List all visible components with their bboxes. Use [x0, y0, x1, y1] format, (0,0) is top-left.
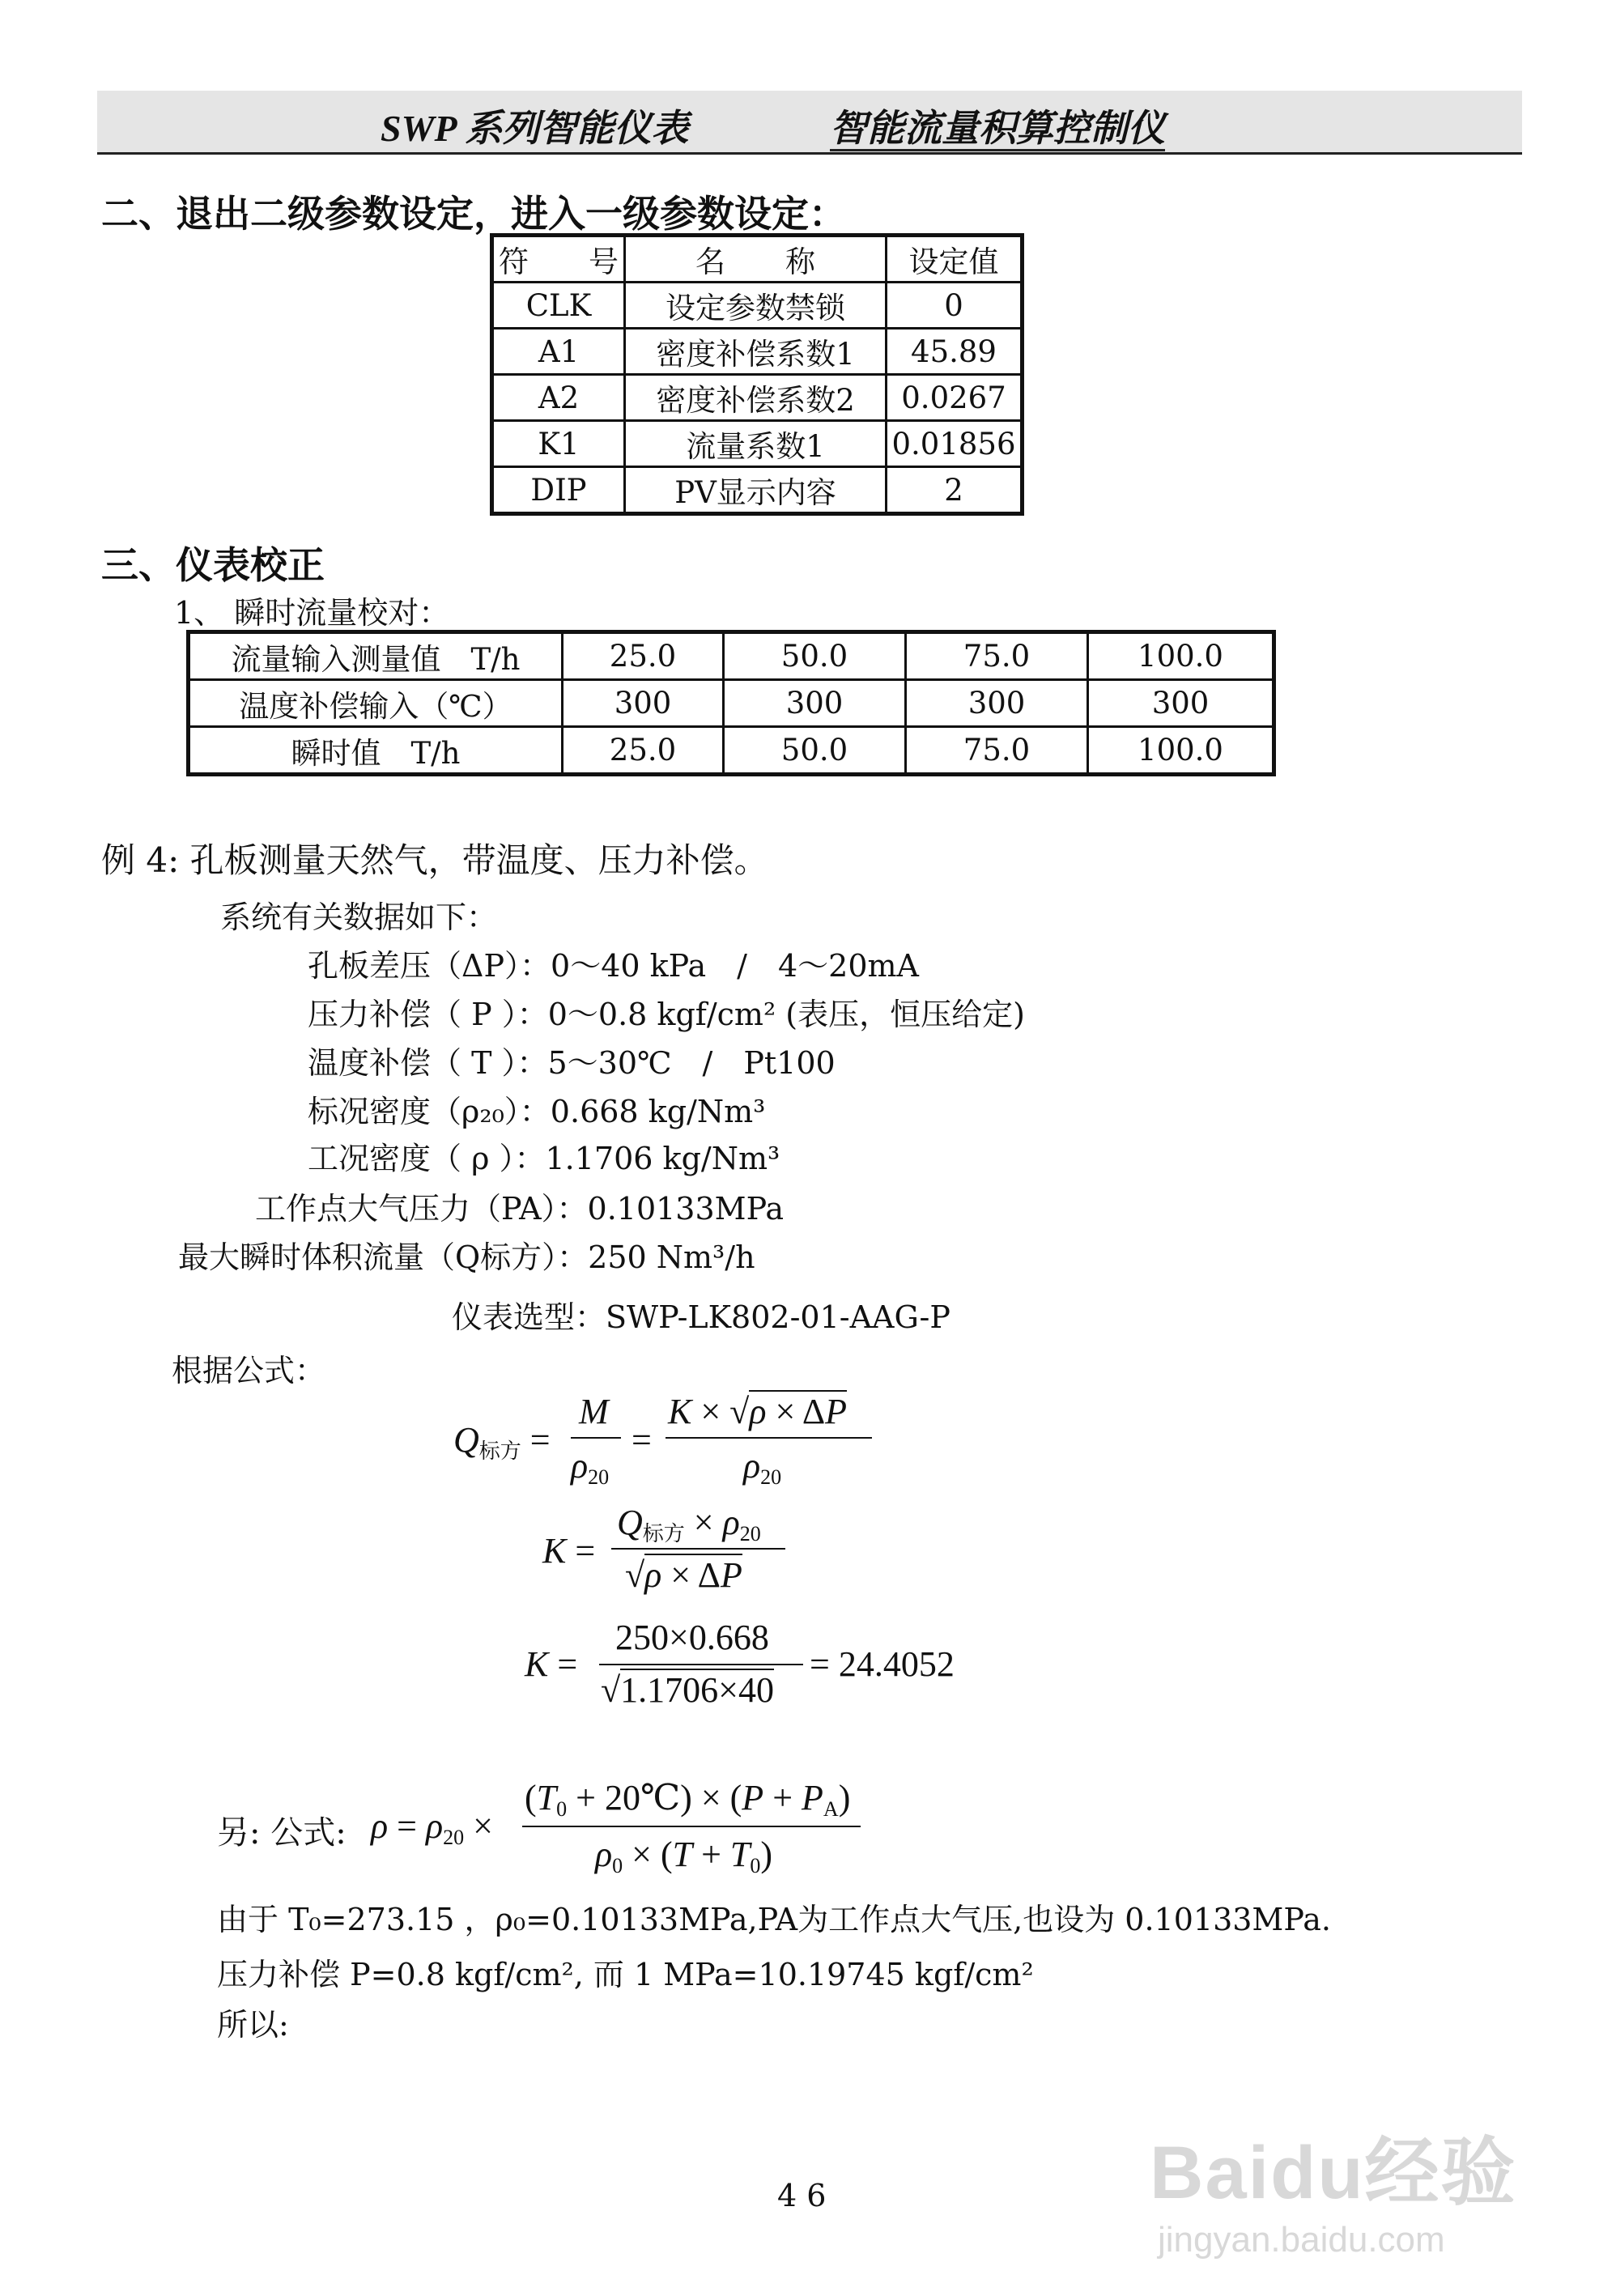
data-line-q: 最大瞬时体积流量（Q标方）：250 Nm³/h	[178, 1239, 755, 1275]
table-row	[492, 421, 1023, 467]
data-line-pa: 工作点大气压力（PA）：0.10133MPa	[255, 1191, 785, 1227]
cell: 流量输入测量值 T/h	[189, 632, 563, 680]
param-table	[490, 233, 1024, 516]
cell: 25.0	[563, 727, 724, 775]
cell: 温度补偿输入（℃）	[189, 680, 563, 727]
cell: 2	[887, 467, 1023, 514]
example4-title: 例 4: 孔板测量天然气，带温度、压力补偿。	[101, 840, 768, 880]
cell: PV显示内容	[625, 467, 887, 514]
cell: K1	[492, 421, 625, 467]
section3-sub1: 1、 瞬时流量校对：	[174, 595, 450, 631]
watermark-url: jingyan.baidu.com	[1158, 2220, 1445, 2260]
watermark	[1150, 2113, 1517, 2260]
formula2-lhs: K =	[542, 1531, 596, 1571]
formula3-result: = 24.4052	[810, 1644, 955, 1684]
data-line-dp: 孔板差压（ΔP）：0～40 kPa / 4～20mA	[308, 948, 919, 984]
formula-intro: 根据公式：	[172, 1353, 326, 1388]
formula1-lhs: $Q_{标方}$ =	[453, 1420, 551, 1463]
formula1-num1: M	[579, 1392, 609, 1431]
data-line-p: 压力补偿（ P ）：0～0.8 kgf/cm² (表压，恒压给定)	[308, 997, 1025, 1032]
formula2-den: √ρ × ΔP	[625, 1555, 742, 1595]
frac-line	[666, 1437, 872, 1439]
data-line-t: 温度补偿（ T ）：5～30℃ / Pt100	[308, 1045, 836, 1081]
section2-title: 二、退出二级参数设定，进入一级参数设定：	[101, 192, 846, 236]
data-line-rho20: 标况密度（ρ₂₀）：0.668 kg/Nm³	[308, 1094, 766, 1129]
cell: 0.0267	[887, 375, 1023, 421]
so-line: 所以:	[217, 2007, 289, 2043]
cell: 100.0	[1088, 727, 1274, 775]
frac-line	[571, 1437, 621, 1439]
cell: A2	[492, 375, 625, 421]
header-left: SWP 系列智能仪表	[381, 108, 689, 149]
page-number: 4 6	[777, 2178, 827, 2213]
formula3-lhs: K =	[525, 1644, 578, 1684]
table-row	[492, 375, 1023, 421]
cell: 300	[1088, 680, 1274, 727]
page-header	[97, 91, 1522, 155]
cell: 300	[563, 680, 724, 727]
header-value: 设定值	[887, 236, 1023, 283]
frac-line	[599, 1664, 803, 1665]
formula1-num2: K × √ρ × ΔP	[668, 1392, 848, 1431]
cell: 50.0	[724, 727, 906, 775]
cell: 100.0	[1088, 632, 1274, 680]
formula1-eq: =	[632, 1420, 652, 1460]
cell: 300	[906, 680, 1088, 727]
cell: 75.0	[906, 727, 1088, 775]
header-right: 智能流量积算控制仪	[830, 99, 1165, 152]
watermark-brand: Baidu经验	[1150, 2132, 1517, 2214]
example4-intro: 系统有关数据如下：	[220, 899, 498, 935]
cell: 流量系数1	[625, 421, 887, 467]
calibration-table	[186, 630, 1276, 776]
cell: DIP	[492, 467, 625, 514]
table-row	[189, 680, 1274, 727]
formula1-den1: $\rho_{20}$	[571, 1446, 610, 1489]
cell: 45.89	[887, 329, 1023, 375]
formula1-den2: $\rho_{20}$	[743, 1446, 782, 1489]
cell: 0	[887, 283, 1023, 329]
header-name: 名 称	[625, 236, 887, 283]
cell: 300	[724, 680, 906, 727]
formula3-num: 250×0.668	[615, 1618, 769, 1657]
density-den: $\rho_0 \times (T + T_0)$	[595, 1835, 773, 1877]
cell: 0.01856	[887, 421, 1023, 467]
frac-line	[522, 1826, 861, 1827]
density-num: ($T_0$ + 20℃) × $(P + P_A)$	[525, 1778, 851, 1821]
model-line: 仪表选型：SWP-LK802-01-AAG-P	[452, 1299, 950, 1335]
table-row	[189, 632, 1274, 680]
density-lhs: $\rho = \rho_{20}$ ×	[371, 1806, 493, 1849]
table-header-row	[492, 236, 1023, 283]
data-line-rho: 工况密度（ ρ ）：1.1706 kg/Nm³	[308, 1141, 780, 1176]
cell: 瞬时值 T/h	[189, 727, 563, 775]
cell: A1	[492, 329, 625, 375]
pressure-line: 压力补偿 P=0.8 kgf/cm², 而 1 MPa=10.19745 kgf/cm²	[217, 1957, 1034, 1992]
cell: 50.0	[724, 632, 906, 680]
section3-title: 三、仪表校正	[101, 543, 325, 587]
also-label: 另: 公式:	[217, 1814, 347, 1852]
table-row	[492, 467, 1023, 514]
cell: 密度补偿系数2	[625, 375, 887, 421]
t0-line: 由于 T₀=273.15 ，ρ₀=0.10133MPa,PA为工作点大气压,也设为 0.10133MPa.	[217, 1902, 1331, 1937]
frac-line	[611, 1548, 785, 1550]
cell: 设定参数禁锁	[625, 283, 887, 329]
cell: 25.0	[563, 632, 724, 680]
cell: 75.0	[906, 632, 1088, 680]
table-row	[189, 727, 1274, 775]
cell: 密度补偿系数1	[625, 329, 887, 375]
formula3-den: √1.1706×40	[601, 1670, 774, 1710]
formula2-num: $Q_{标方} \times \rho_{20}$	[617, 1503, 761, 1546]
cell: CLK	[492, 283, 625, 329]
table-row	[492, 329, 1023, 375]
header-symbol: 符 号	[492, 236, 625, 283]
table-row	[492, 283, 1023, 329]
